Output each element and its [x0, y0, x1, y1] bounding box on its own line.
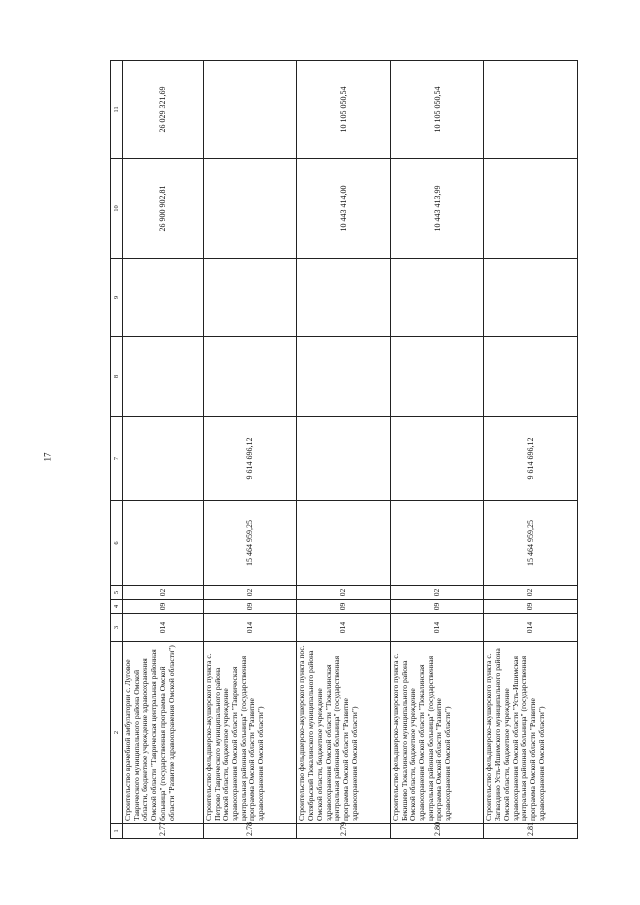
col7-cell [123, 417, 204, 501]
header-cell: 9 [111, 259, 123, 337]
row-description: Строительство фельдшерско-акушерского пункта с. Бекишево Тюкалинского муниципального района Омской области, бюджетное учреждение здравоохранения Омской области "Тюкалинская центральная районная больница" (государственная программа Омской области "Развитие здравоохранения Омской области") [390, 642, 484, 824]
row-number: 2.77 [123, 824, 204, 839]
col7-cell [297, 417, 391, 501]
header-cell: 7 [111, 417, 123, 501]
col7-cell [390, 417, 484, 501]
col5-cell: 02 [203, 586, 297, 600]
col9-cell [123, 259, 204, 337]
col4-cell: 09 [203, 600, 297, 614]
col9-cell [484, 259, 578, 337]
col4-cell: 09 [484, 600, 578, 614]
col6-cell [123, 501, 204, 586]
col11-cell: 26 029 321,69 [123, 61, 204, 159]
col9-cell [390, 259, 484, 337]
header-cell: 6 [111, 501, 123, 586]
table-rotator [110, 61, 578, 839]
col6-cell [297, 501, 391, 586]
col11-cell [203, 61, 297, 159]
col8-cell [123, 337, 204, 417]
table-row [484, 61, 578, 839]
col6-cell: 15 464 959,25 [203, 501, 297, 586]
col5-cell: 02 [484, 586, 578, 600]
col4-cell: 09 [390, 600, 484, 614]
table-row [390, 61, 484, 839]
col3-cell: 014 [123, 614, 204, 642]
col11-cell: 10 105 050,54 [390, 61, 484, 159]
col11-cell [484, 61, 578, 159]
col3-cell: 014 [203, 614, 297, 642]
table-row [123, 61, 204, 839]
header-cell: 11 [111, 61, 123, 159]
budget-table [110, 60, 578, 839]
col10-cell: 10 443 413,99 [390, 159, 484, 259]
row-description: Строительство фельдшерско-акушерского пункта с. Загваздино Усть-Ишимского муниципального района Омской области, бюджетное учреждение здравоохранения Омской области "Усть-Ишимская центральная районная больница" (государственная программа Омской области "Развитие здравоохранения Омской области") [484, 642, 578, 824]
col5-cell: 02 [123, 586, 204, 600]
row-number: 2.81 [484, 824, 578, 839]
col4-cell: 09 [297, 600, 391, 614]
table-row [297, 61, 391, 839]
table-row [203, 61, 297, 839]
col11-cell: 10 105 050,54 [297, 61, 391, 159]
header-cell: 10 [111, 159, 123, 259]
col8-cell [484, 337, 578, 417]
rotated-table-container [110, 61, 640, 836]
header-row [111, 61, 123, 839]
col7-cell: 9 614 696,12 [484, 417, 578, 501]
page-number: 17 [42, 452, 53, 462]
col10-cell [484, 159, 578, 259]
col9-cell [203, 259, 297, 337]
col3-cell: 014 [484, 614, 578, 642]
col10-cell: 26 900 902,81 [123, 159, 204, 259]
row-number: 2.80 [390, 824, 484, 839]
header-cell: 3 [111, 614, 123, 642]
col9-cell [297, 259, 391, 337]
header-cell: 4 [111, 600, 123, 614]
header-cell: 5 [111, 586, 123, 600]
row-description: Строительство фельдшерско-акушерского пункта пос. Октябрьский Тюкалинского муниципального района Омской области, бюджетное учреждение здравоохранения Омской области "Тюкалинская центральная районная больница" (государственная программа Омской области "Развитие здравоохранения Омской области") [297, 642, 391, 824]
col6-cell: 15 464 959,25 [484, 501, 578, 586]
col5-cell: 02 [390, 586, 484, 600]
col8-cell [390, 337, 484, 417]
col7-cell: 9 614 696,12 [203, 417, 297, 501]
col3-cell: 014 [297, 614, 391, 642]
col3-cell: 014 [390, 614, 484, 642]
row-number: 2.78 [203, 824, 297, 839]
col6-cell [390, 501, 484, 586]
row-description: Строительство фельдшерско-акушерского пункта с. Петрово Таврического муниципального района Омской области, бюджетное учреждение здравоохранения Омской области "Таврическая центральная районная больница" (государственная программа Омской области "Развитие здравоохранения Омской области") [203, 642, 297, 824]
col4-cell: 09 [123, 600, 204, 614]
header-cell: 2 [111, 642, 123, 824]
col5-cell: 02 [297, 586, 391, 600]
header-cell: 1 [111, 824, 123, 839]
col10-cell: 10 443 414,00 [297, 159, 391, 259]
header-cell: 8 [111, 337, 123, 417]
row-number: 2.79 [297, 824, 391, 839]
col8-cell [297, 337, 391, 417]
col10-cell [203, 159, 297, 259]
col8-cell [203, 337, 297, 417]
row-description: Строительство врачебной амбулатории с. Луговое Таврического муниципального района Омской области, бюджетное учреждение здравоохранения Омской области "Таврическая центральная районная больница" (государственная программа Омской области "Развитие здравоохранения Омской области") [123, 642, 204, 824]
